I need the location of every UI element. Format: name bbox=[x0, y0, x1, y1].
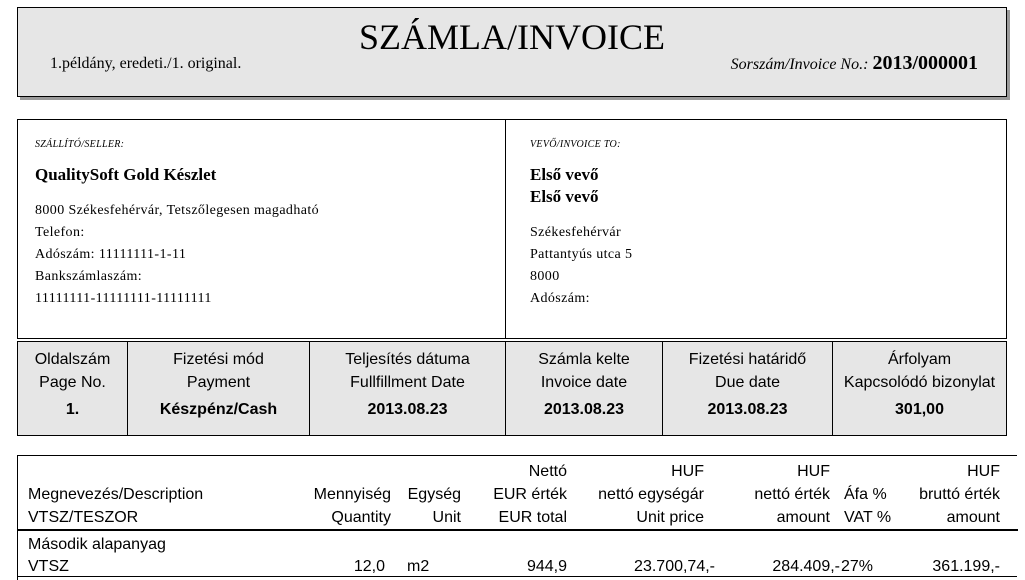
col-gross-header-3: amount bbox=[946, 509, 1000, 526]
col-unit-header-2: Egység bbox=[407, 486, 461, 503]
seller-heading: SZÁLLÍTÓ/SELLER: bbox=[35, 139, 125, 150]
info-value: 301,00 bbox=[895, 401, 944, 418]
parties-section bbox=[17, 119, 1007, 339]
header-rule bbox=[18, 529, 1018, 531]
buyer-tax: Adószám: bbox=[530, 291, 590, 306]
info-label: Árfolyam bbox=[887, 351, 952, 368]
info-value: Készpénz/Cash bbox=[159, 401, 278, 418]
info-label: Fizetési mód bbox=[173, 351, 264, 368]
seller-address: 8000 Székesfehérvár, Tetszőlegesen magadható bbox=[35, 203, 320, 218]
buyer-city: Székesfehérvár bbox=[530, 225, 622, 240]
info-label: Oldalszám bbox=[34, 351, 111, 368]
col-qty-header-2: Mennyiség bbox=[313, 486, 391, 503]
invoice-number bbox=[731, 52, 978, 75]
seller-bank-label: Bankszámlaszám: bbox=[35, 269, 143, 284]
invoice-title: SZÁMLA/INVOICE bbox=[359, 17, 665, 57]
seller-phone: Telefon: bbox=[35, 225, 85, 240]
col-eur-header-2: EUR érték bbox=[493, 486, 567, 503]
col-price-header-2: nettó egységár bbox=[598, 486, 704, 503]
item-net: 284.409,- bbox=[772, 558, 840, 575]
item-vat: 27% bbox=[841, 558, 874, 575]
col-net-header-3: amount bbox=[776, 509, 830, 526]
item-eur: 944,9 bbox=[526, 558, 567, 575]
seller-name: QualitySoft Gold Készlet bbox=[35, 165, 217, 184]
buyer-heading: VEVŐ/INVOICE TO: bbox=[530, 139, 621, 150]
item-price: 23.700,74,- bbox=[634, 558, 715, 575]
invoice-number-label: Sorszám/Invoice No.: bbox=[730, 56, 869, 73]
col-gross-header-1: HUF bbox=[967, 463, 1000, 480]
info-invoice-date bbox=[506, 342, 663, 435]
item-qty: 12,0 bbox=[353, 558, 385, 575]
col-vat-header-3: VAT % bbox=[844, 509, 892, 526]
col-price-header-3: Unit price bbox=[636, 509, 704, 526]
col-unit-header-3: Unit bbox=[432, 509, 461, 526]
info-due-date bbox=[663, 342, 833, 435]
table-bottom-rule bbox=[17, 576, 1017, 577]
item-name: Második alapanyag bbox=[28, 536, 166, 553]
parties-divider bbox=[505, 120, 506, 338]
item-unit: m2 bbox=[407, 558, 430, 575]
info-value: 2013.08.23 bbox=[707, 401, 788, 418]
col-net-header-1: HUF bbox=[797, 463, 830, 480]
buyer-zip: 8000 bbox=[530, 269, 560, 284]
seller-tax: Adószám: 11111111-1-11 bbox=[35, 247, 187, 262]
info-sublabel: Invoice date bbox=[540, 374, 628, 391]
items-table bbox=[17, 455, 1017, 580]
info-sublabel: Kapcsolódó bizonylat bbox=[843, 374, 996, 391]
info-payment bbox=[128, 342, 310, 435]
invoice-info-row bbox=[17, 341, 1007, 436]
col-desc-header-3: VTSZ/TESZOR bbox=[28, 509, 139, 526]
col-qty-header-3: Quantity bbox=[331, 509, 391, 526]
info-sublabel: Payment bbox=[186, 374, 251, 391]
info-sublabel: Page No. bbox=[39, 374, 106, 391]
seller-bank: 11111111-11111111-11111111 bbox=[35, 291, 212, 306]
info-value: 2013.08.23 bbox=[367, 401, 448, 418]
col-net-header-2: nettó érték bbox=[754, 486, 830, 503]
info-sublabel: Fullfillment Date bbox=[350, 374, 465, 391]
info-exchange-rate bbox=[833, 342, 1006, 435]
info-value: 2013.08.23 bbox=[543, 401, 625, 418]
info-label: Teljesítés dátuma bbox=[345, 351, 470, 368]
buyer-name-1: Első vevő bbox=[530, 165, 599, 184]
col-eur-header-1: Nettó bbox=[528, 463, 567, 480]
col-desc-header-2: Megnevezés/Description bbox=[28, 486, 204, 503]
item-code: VTSZ bbox=[28, 558, 69, 575]
col-eur-header-3: EUR total bbox=[498, 509, 567, 526]
info-fulfillment-date bbox=[310, 342, 506, 435]
info-page-no bbox=[18, 342, 128, 435]
col-gross-header-2: bruttó érték bbox=[919, 486, 1000, 503]
buyer-street: Pattantyús utca 5 bbox=[530, 247, 633, 262]
info-sublabel: Due date bbox=[715, 374, 780, 391]
item-gross: 361.199,- bbox=[932, 558, 1000, 575]
buyer-name-2: Első vevő bbox=[530, 187, 599, 206]
info-label: Számla kelte bbox=[538, 351, 630, 368]
invoice-number-value: 2013/000001 bbox=[872, 52, 978, 74]
invoice-header bbox=[17, 7, 1007, 97]
col-vat-header-2: Áfa % bbox=[844, 486, 887, 503]
col-price-header-1: HUF bbox=[671, 463, 704, 480]
copy-label: 1.példány, eredeti./1. original. bbox=[50, 55, 242, 72]
info-value: 1. bbox=[65, 401, 80, 418]
info-label: Fizetési határidő bbox=[688, 351, 807, 368]
